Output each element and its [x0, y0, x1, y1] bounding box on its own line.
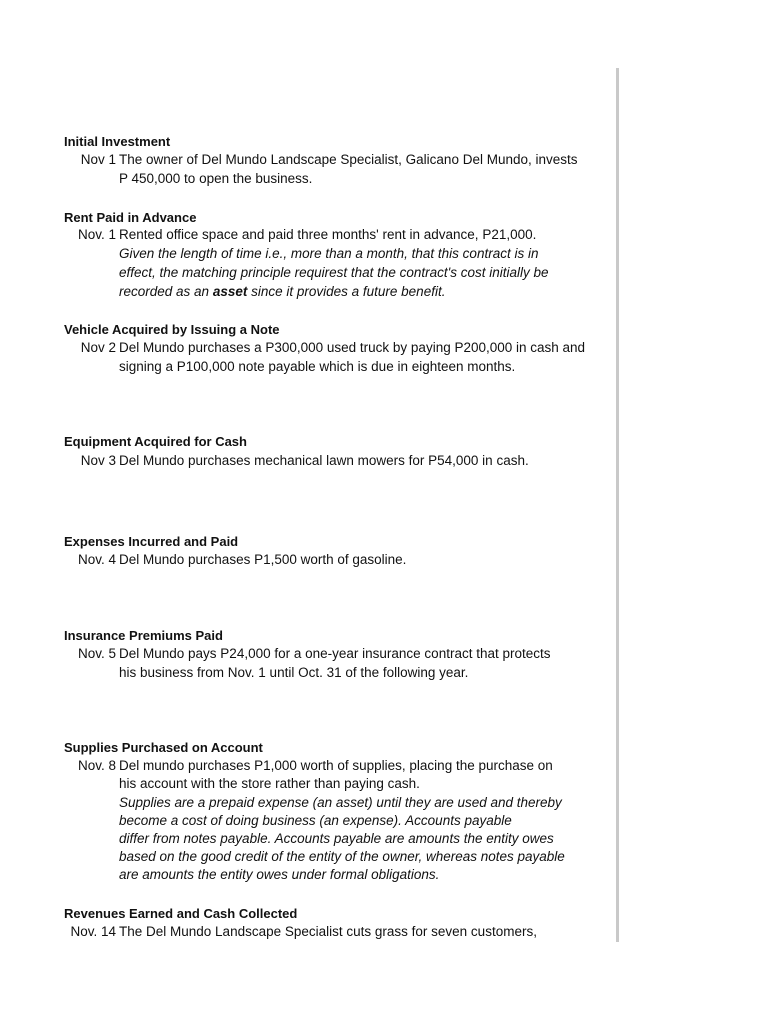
- entry-line: Rented office space and paid three months' rent in advance, P21,000.: [119, 227, 537, 242]
- heading-supplies-purchased: Supplies Purchased on Account: [64, 740, 263, 755]
- heading-equipment-acquired: Equipment Acquired for Cash: [64, 434, 247, 449]
- entry-line: signing a P100,000 note payable which is due in eighteen months.: [119, 359, 516, 374]
- note-line: Given the length of time i.e., more than a month, that this contract is in: [119, 246, 539, 261]
- entry-line: Del mundo purchases P1,000 worth of supplies, placing the purchase on: [119, 758, 553, 773]
- heading-rent-paid-in-advance: Rent Paid in Advance: [64, 210, 197, 225]
- heading-revenues-earned: Revenues Earned and Cash Collected: [64, 906, 298, 921]
- note-line: become a cost of doing business (an expense). Accounts payable: [119, 813, 512, 828]
- entry-line: Del Mundo purchases mechanical lawn mowers for P54,000 in cash.: [119, 453, 529, 468]
- heading-vehicle-acquired: Vehicle Acquired by Issuing a Note: [64, 322, 280, 337]
- note-line: effect, the matching principle requirest that the contract's cost initially be: [119, 265, 549, 280]
- entry-line: his account with the store rather than paying cash.: [119, 776, 420, 791]
- heading-initial-investment: Initial Investment: [64, 134, 171, 149]
- emphasis-asset: asset: [212, 284, 248, 299]
- date-nov-1b: Nov. 1: [77, 227, 116, 242]
- column-divider: [616, 68, 619, 942]
- entry-line: Del Mundo purchases a P300,000 used truck by paying P200,000 in cash and: [119, 340, 586, 355]
- heading-expenses-incurred: Expenses Incurred and Paid: [64, 534, 239, 549]
- entry-line: P 450,000 to open the business.: [119, 171, 313, 186]
- date-nov-2: Nov 2: [80, 340, 116, 355]
- date-nov-4: Nov. 4: [77, 552, 116, 567]
- entry-line: The owner of Del Mundo Landscape Specialist, Galicano Del Mundo, invests: [119, 152, 578, 167]
- date-nov-1: Nov 1: [80, 152, 116, 167]
- heading-insurance-premiums: Insurance Premiums Paid: [64, 628, 223, 643]
- note-line: Supplies are a prepaid expense (an asset) until they are used and thereby: [119, 795, 562, 810]
- note-line: recorded as an asset since it provides a future benefit.: [119, 284, 446, 299]
- date-nov-14: Nov. 14: [70, 924, 116, 939]
- note-line: differ from notes payable. Accounts payable are amounts the entity owes: [119, 831, 554, 846]
- entry-line: his business from Nov. 1 until Oct. 31 of the following year.: [119, 665, 469, 680]
- date-nov-8: Nov. 8: [77, 758, 116, 773]
- entry-line: The Del Mundo Landscape Specialist cuts grass for seven customers,: [119, 924, 537, 939]
- date-nov-5: Nov. 5: [77, 646, 116, 661]
- note-line: are amounts the entity owes under formal obligations.: [119, 867, 440, 882]
- entry-line: Del Mundo pays P24,000 for a one-year insurance contract that protects: [119, 646, 551, 661]
- entry-line: Del Mundo purchases P1,500 worth of gasoline.: [119, 552, 407, 567]
- note-line: based on the good credit of the entity of the owner, whereas notes payable: [119, 849, 565, 864]
- date-nov-3: Nov 3: [80, 453, 116, 468]
